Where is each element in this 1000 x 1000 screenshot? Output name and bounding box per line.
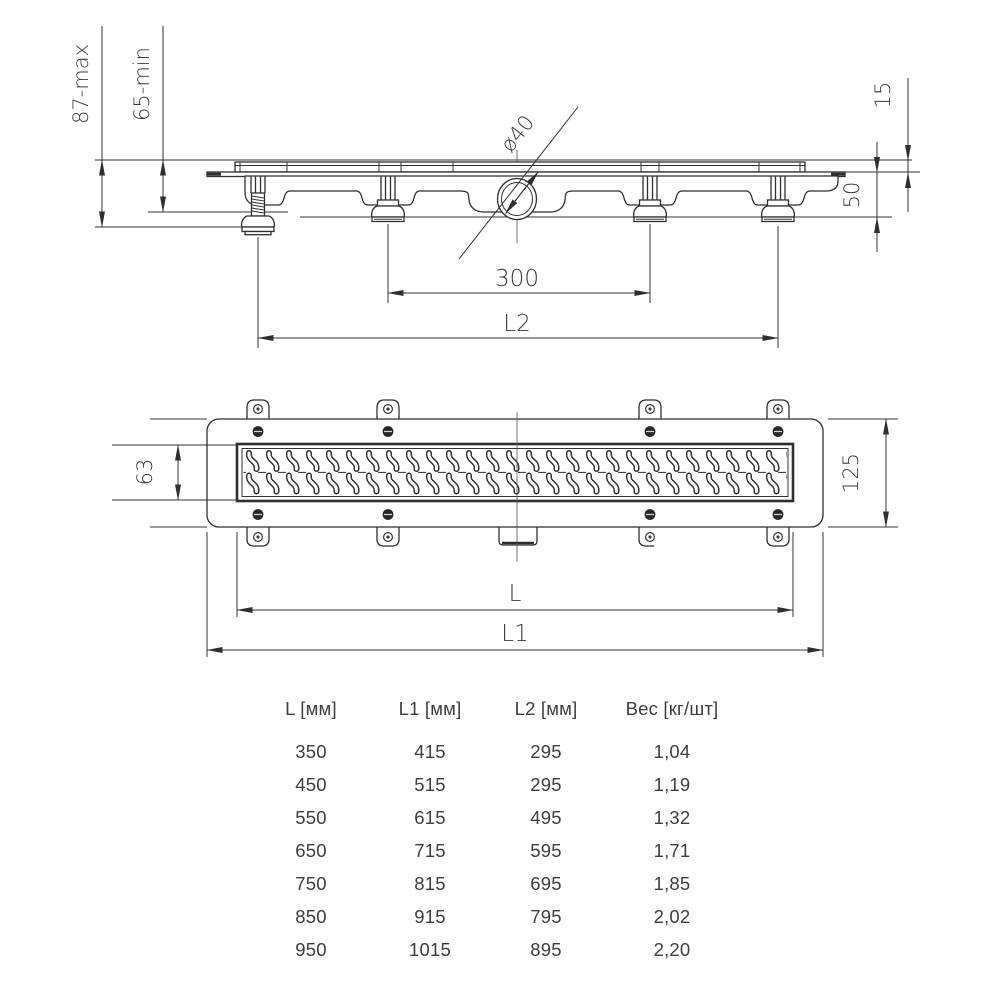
cell-L: 950 [295, 938, 327, 960]
cell-L2: 695 [530, 872, 562, 894]
dim-50 [840, 142, 877, 252]
cell-L: 350 [295, 740, 327, 762]
dim-label-L: L [508, 581, 522, 607]
cell-weight: 1,71 [653, 839, 691, 861]
cell-weight: 1,19 [653, 773, 691, 795]
cell-L1: 915 [414, 905, 446, 927]
cell-L2: 295 [530, 740, 562, 762]
cell-L1: 1015 [409, 938, 451, 960]
dim-label-15: 15 [871, 81, 895, 109]
dim-65-min [130, 26, 163, 212]
side-view [69, 26, 920, 348]
grate [237, 444, 793, 501]
dim-label-L1: L1 [501, 621, 529, 647]
cell-L1: 815 [414, 872, 446, 894]
cell-L2: 795 [530, 905, 562, 927]
table-row [250, 867, 740, 900]
cell-L2: 495 [530, 806, 562, 828]
dim-125 [828, 419, 898, 527]
dim-label-65min: 65-min [130, 47, 154, 121]
plan-view [112, 400, 898, 657]
cell-L1: 415 [414, 740, 446, 762]
cell-L: 750 [295, 872, 327, 894]
cell-L2: 295 [530, 773, 562, 795]
dim-label-L2: L2 [503, 311, 531, 337]
cell-L2: 895 [530, 938, 562, 960]
col-header-weight: Вес [кг/шт] [625, 698, 719, 719]
dim-label-87max: 87-max [69, 43, 93, 125]
cell-weight: 1,85 [653, 872, 691, 894]
col-header-L2: L2 [мм] [514, 698, 578, 719]
table-row [250, 768, 740, 801]
cell-L1: 715 [414, 839, 446, 861]
cell-L1: 515 [414, 773, 446, 795]
cell-weight: 2,02 [653, 905, 691, 927]
cell-L1: 615 [414, 806, 446, 828]
dim-label-125: 125 [839, 452, 863, 494]
table-row [250, 735, 740, 768]
cell-L: 550 [295, 806, 327, 828]
size-spec-table [250, 694, 740, 966]
dim-300 [388, 224, 650, 303]
dim-label-300: 300 [495, 266, 539, 292]
channel-body [245, 176, 838, 212]
table-row [250, 933, 740, 966]
dim-87-max [69, 26, 102, 227]
dim-label-50: 50 [840, 181, 864, 209]
cell-L2: 595 [530, 839, 562, 861]
side-grate [235, 162, 805, 172]
cell-L: 450 [295, 773, 327, 795]
table-row [250, 834, 740, 867]
col-header-L1: L1 [мм] [398, 698, 462, 719]
cell-weight: 1,32 [653, 806, 691, 828]
dim-label-diameter: ø40 [495, 110, 540, 157]
table-row [250, 801, 740, 834]
cell-weight: 1,04 [653, 740, 691, 762]
cell-L: 850 [295, 905, 327, 927]
table-row [250, 900, 740, 933]
col-header-L: L [мм] [285, 698, 337, 719]
cell-weight: 2,20 [653, 938, 691, 960]
cell-L: 650 [295, 839, 327, 861]
table-header-row [250, 694, 740, 735]
dim-label-63: 63 [133, 458, 157, 486]
grate-wave-pattern [244, 450, 787, 496]
